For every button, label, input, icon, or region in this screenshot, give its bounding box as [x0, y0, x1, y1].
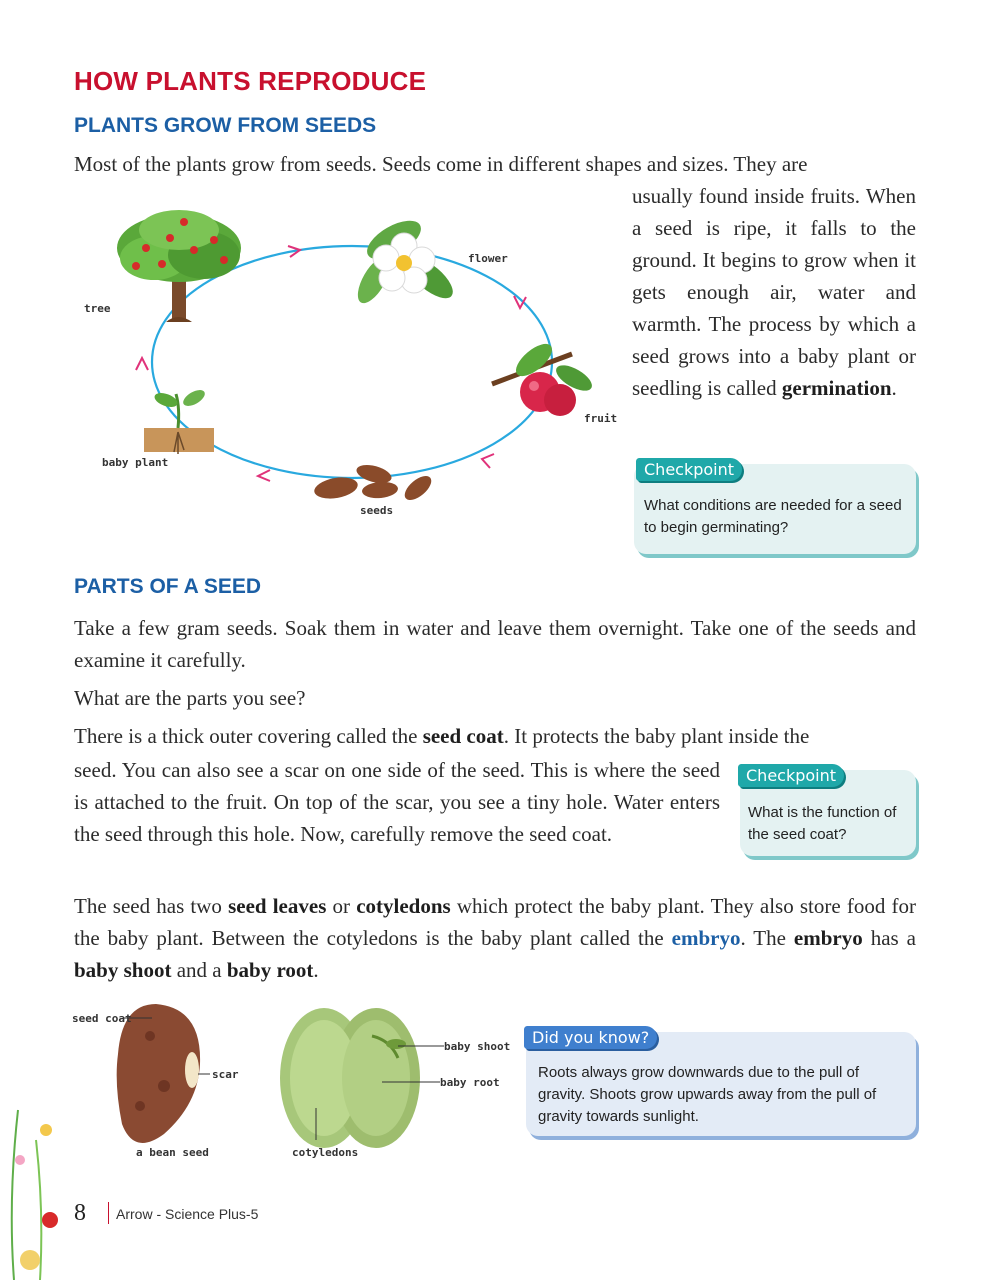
paragraph-seed-coat-line: There is a thick outer covering called the seed coat. It protects the baby plant inside the	[74, 724, 810, 748]
label-tree: tree	[84, 302, 111, 315]
label-seed-coat: seed coat	[72, 1012, 132, 1025]
label-baby-shoot: baby shoot	[444, 1040, 510, 1053]
decorative-flowers	[0, 1100, 70, 1280]
baby-plant-illustration	[144, 387, 214, 454]
open-seed-illustration	[280, 1008, 420, 1148]
label-baby-plant: baby plant	[102, 456, 169, 469]
checkpoint-question: What conditions are needed for a seed to begin germinating?	[644, 497, 902, 536]
label-cotyledons: cotyledons	[292, 1146, 359, 1159]
label-seeds: seeds	[360, 504, 394, 517]
fruit-illustration	[492, 338, 596, 416]
seeds-illustration	[313, 462, 436, 505]
did-you-know-text: Roots always grow downwards due to the pull of gravity. Shoots grow upwards away from the pull of gravity towards sunlight.	[538, 1064, 877, 1125]
section-title-seeds: PLANTS GROW FROM SEEDS	[74, 114, 377, 137]
footer-divider	[108, 1202, 109, 1224]
page-number: 8	[74, 1200, 86, 1226]
label-scar: scar	[212, 1068, 239, 1081]
tree-illustration	[117, 210, 241, 322]
paragraph-gram-seeds: Take a few gram seeds. Soak them in water and leave them overnight. Take one of the seeds and examine it carefully.	[74, 616, 916, 672]
book-title: Arrow - Science Plus-5	[116, 1206, 259, 1222]
label-flower: flower	[468, 252, 508, 265]
paragraph-question: What are the parts you see?	[74, 686, 306, 710]
page-heading: HOW PLANTS REPRODUCE	[74, 66, 427, 96]
bean-seed-diagram	[60, 996, 510, 1168]
paragraph-cotyledons: The seed has two seed leaves or cotyledons which protect the baby plant. They also store food for the baby plant. Between the cotyledons is the baby plant called the embryo. The embryo has a baby shoot and a baby root.	[74, 894, 916, 982]
checkpoint-question-2: What is the function of the seed coat?	[748, 804, 897, 843]
plant-life-cycle-diagram	[74, 200, 624, 530]
paragraph-seed-coat: seed. You can also see a scar on one side of the seed. This is where the seed is attached to the fruit. On top of the scar, you see a tiny hole. Water enters the seed through this hole. Now, carefully remove the seed coat.	[74, 758, 720, 846]
section-title-parts: PARTS OF A SEED	[74, 575, 262, 598]
did-you-know-tag: Did you know?	[524, 1026, 657, 1049]
label-fruit: fruit	[584, 412, 618, 425]
checkpoint-tag-2: Checkpoint	[738, 764, 844, 787]
paragraph-germination: usually found inside fruits. When a seed is ripe, it falls to the ground. It begins to grow when it gets enough air, water and warmth. The process by which a seed grows into a baby plant or seedling is called germination.	[632, 184, 916, 400]
checkpoint-tag: Checkpoint	[636, 458, 742, 481]
paragraph-intro-line: Most of the plants grow from seeds. Seeds come in different shapes and sizes. They are	[74, 152, 808, 176]
label-baby-root: baby root	[440, 1076, 500, 1089]
label-a-bean-seed: a bean seed	[136, 1146, 209, 1159]
flower-illustration	[351, 213, 459, 308]
